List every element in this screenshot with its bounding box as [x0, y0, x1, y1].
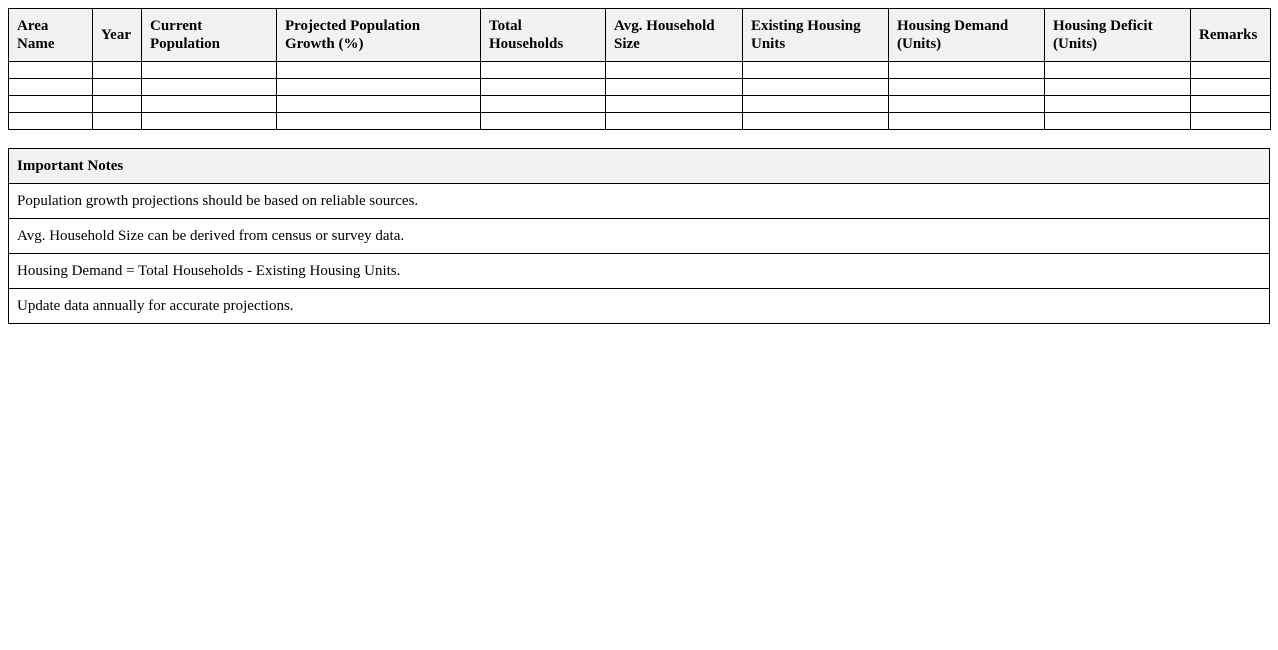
table-cell[interactable] — [9, 113, 93, 130]
table-cell[interactable] — [889, 113, 1045, 130]
table-cell[interactable] — [93, 96, 142, 113]
table-cell[interactable] — [277, 62, 481, 79]
table-cell[interactable] — [1045, 62, 1191, 79]
table-cell[interactable] — [1191, 96, 1271, 113]
table-row — [9, 62, 1271, 79]
table-cell[interactable] — [277, 79, 481, 96]
header-housing-demand: Housing Demand (Units) — [889, 9, 1045, 62]
header-total-households: Total Households — [481, 9, 606, 62]
table-cell[interactable] — [142, 79, 277, 96]
header-avg-household-size: Avg. Household Size — [606, 9, 743, 62]
note-text: Avg. Household Size can be derived from census or survey data. — [9, 219, 1270, 254]
note-text: Update data annually for accurate projections. — [9, 289, 1270, 324]
table-row — [9, 96, 1271, 113]
header-remarks: Remarks — [1191, 9, 1271, 62]
table-cell[interactable] — [606, 113, 743, 130]
list-item — [9, 219, 1270, 254]
list-item — [9, 289, 1270, 324]
table-cell[interactable] — [142, 62, 277, 79]
header-existing-housing-units: Existing Housing Units — [743, 9, 889, 62]
table-cell[interactable] — [9, 79, 93, 96]
table-cell[interactable] — [743, 96, 889, 113]
header-projected-growth: Projected Population Growth (%) — [277, 9, 481, 62]
table-cell[interactable] — [1191, 113, 1271, 130]
table-cell[interactable] — [9, 96, 93, 113]
table-cell[interactable] — [142, 96, 277, 113]
housing-data-table — [8, 8, 1271, 130]
table-header-row — [9, 9, 1271, 62]
header-area-name: Area Name — [9, 9, 93, 62]
table-cell[interactable] — [93, 62, 142, 79]
note-text: Population growth projections should be based on reliable sources. — [9, 184, 1270, 219]
table-cell[interactable] — [606, 79, 743, 96]
table-row — [9, 113, 1271, 130]
table-cell[interactable] — [1191, 62, 1271, 79]
table-cell[interactable] — [889, 96, 1045, 113]
header-year: Year — [93, 9, 142, 62]
table-cell[interactable] — [481, 96, 606, 113]
header-current-population: Current Population — [142, 9, 277, 62]
table-cell[interactable] — [889, 62, 1045, 79]
table-cell[interactable] — [889, 79, 1045, 96]
table-cell[interactable] — [743, 79, 889, 96]
table-row — [9, 79, 1271, 96]
table-cell[interactable] — [142, 113, 277, 130]
notes-title: Important Notes — [9, 149, 1270, 184]
notes-header-row — [9, 149, 1270, 184]
table-cell[interactable] — [606, 96, 743, 113]
table-cell[interactable] — [9, 62, 93, 79]
table-cell[interactable] — [481, 113, 606, 130]
table-cell[interactable] — [1045, 79, 1191, 96]
table-cell[interactable] — [277, 113, 481, 130]
note-text: Housing Demand = Total Households - Existing Housing Units. — [9, 254, 1270, 289]
table-cell[interactable] — [481, 79, 606, 96]
table-cell[interactable] — [1191, 79, 1271, 96]
table-cell[interactable] — [93, 79, 142, 96]
table-cell[interactable] — [743, 62, 889, 79]
table-cell[interactable] — [481, 62, 606, 79]
header-housing-deficit: Housing Deficit (Units) — [1045, 9, 1191, 62]
table-cell[interactable] — [743, 113, 889, 130]
table-cell[interactable] — [606, 62, 743, 79]
important-notes-table — [8, 148, 1270, 324]
table-cell[interactable] — [1045, 113, 1191, 130]
list-item — [9, 254, 1270, 289]
table-cell[interactable] — [277, 96, 481, 113]
table-cell[interactable] — [93, 113, 142, 130]
list-item — [9, 184, 1270, 219]
table-cell[interactable] — [1045, 96, 1191, 113]
